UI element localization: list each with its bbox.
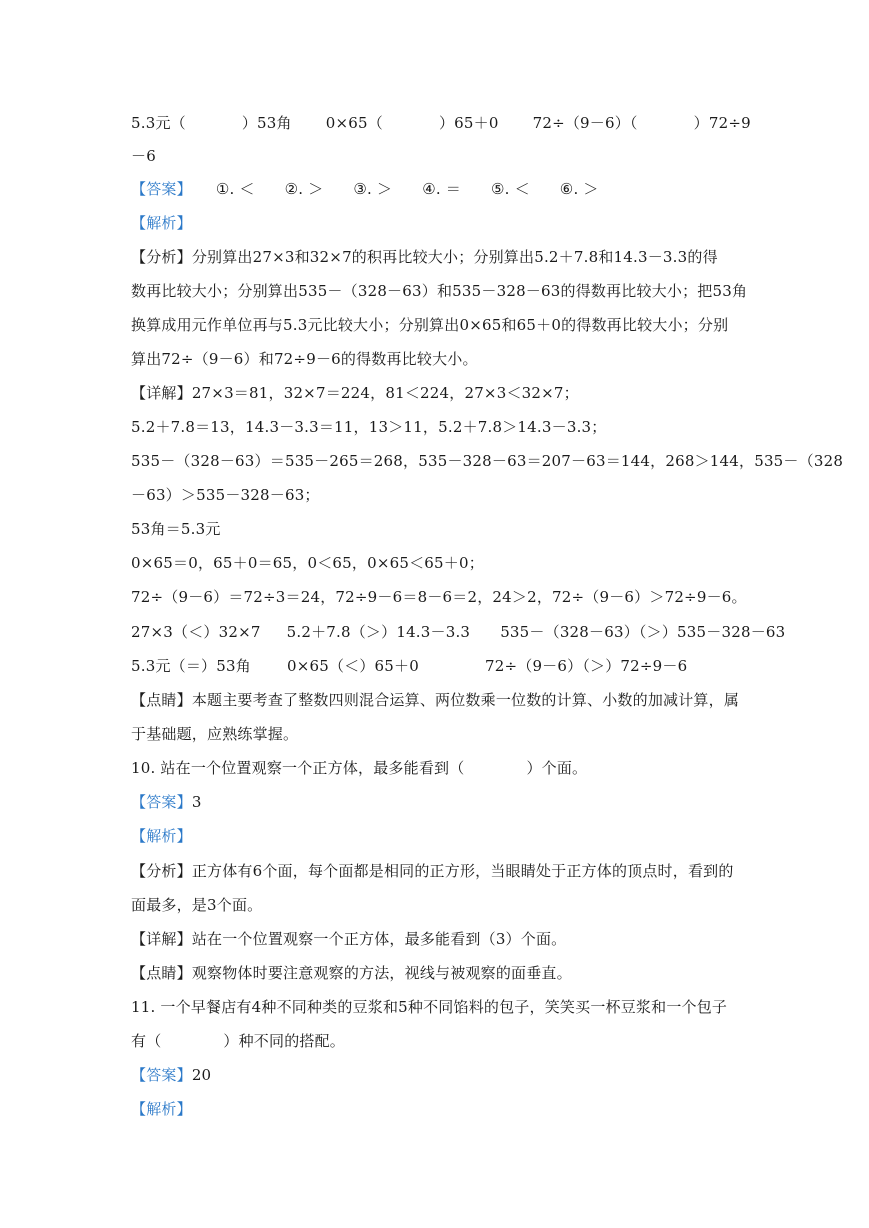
jiexi-tag: 【解析】: [131, 214, 192, 232]
q9-blank-5-prefix: 5.3元（: [131, 114, 186, 132]
q9-xiangjie-line-6: 0×65＝0，65＋0＝65，0＜65，0×65＜65＋0；: [131, 554, 484, 572]
q9-blank-6-prefix: 0×65（: [325, 114, 383, 132]
fenxi-text: 正方体有6个面，每个面都是相同的正方形，当眼睛处于正方体的顶点时，看到的: [191, 862, 734, 880]
q10-dianjing: [131, 962, 745, 984]
q9-fenxi-line-4: 算出72÷（9－6）和72÷9－6的得数再比较大小。: [131, 350, 478, 368]
q9-fenxi-line-1: [131, 246, 745, 268]
q9-blank-7-suffix: ）72÷9: [693, 114, 751, 132]
dianjing-text: 本题主要考查了整数四则混合运算、两位数乘一位数的计算、小数的加减计算，属: [191, 691, 740, 709]
q9-xiangjie-line-4: －63）＞535－328－63；: [131, 486, 320, 504]
q10-answer: 3: [191, 793, 202, 811]
summary-item: 5.2＋7.8（＞）14.3－3.3: [286, 623, 471, 641]
answer-item: ④. ＝: [422, 180, 461, 198]
q10-xiangjie: [131, 928, 745, 950]
q9-dianjing-line-2: 于基础题，应熟练掌握。: [131, 725, 299, 743]
q11-question-line-1: 11. 一个早餐店有4种不同种类的豆浆和5种不同馅料的包子，笑笑买一杯豆浆和一个包子: [131, 998, 728, 1016]
q9-summary-row-2: [131, 655, 745, 677]
q11-answer: 20: [191, 1066, 212, 1084]
answer-tag: 【答案】: [131, 180, 192, 198]
q9-answer-line: [131, 178, 745, 200]
q9-xiangjie-line-1: [131, 382, 745, 404]
answer-item: ③. ＞: [353, 180, 393, 198]
xiangjie-text: 站在一个位置观察一个正方体，最多能看到（3）个面。: [191, 930, 567, 948]
q9-fenxi-line-3: 换算成用元作单位再与5.3元比较大小；分别算出0×65和65＋0的得数再比较大小；分别: [131, 316, 729, 334]
xiangjie-text: 27×3＝81，32×7＝224，81＜224，27×3＜32×7；: [191, 384, 579, 402]
fenxi-text: 分别算出27×3和32×7的积再比较大小；分别算出5.2＋7.8和14.3－3.3的得: [191, 248, 718, 266]
answer-tag: 【答案】: [131, 1066, 192, 1084]
jiexi-tag: 【解析】: [131, 1100, 192, 1118]
q11-question-prefix: 有（: [131, 1032, 162, 1050]
dianjing-tag: 【点睛】: [131, 691, 192, 709]
answer-item: ⑥. ＞: [559, 180, 599, 198]
summary-item: 535－（328－63）（＞）535－328－63: [500, 623, 786, 641]
q9-xiangjie-line-7: 72÷（9－6）＝72÷3＝24，72÷9－6＝8－6＝2，24＞2，72÷（9－6）＞72÷9－6。: [131, 588, 747, 606]
summary-item: 27×3（＜）32×7: [131, 623, 261, 641]
answer-item: ①. ＜: [215, 180, 255, 198]
summary-item: 72÷（9－6）（＞）72÷9－6: [484, 657, 688, 675]
answer-item: ⑤. ＜: [491, 180, 530, 198]
q10-question: [131, 757, 745, 779]
answer-tag: 【答案】: [131, 793, 192, 811]
q9-blank-5-suffix: ）53角: [241, 114, 292, 132]
q10-fenxi-line-2: 面最多，是3个面。: [131, 896, 263, 914]
q10-question-suffix: ）个面。: [526, 759, 588, 777]
q9-xiangjie-line-5: 53角＝5.3元: [131, 520, 221, 538]
q9-dianjing-line-1: [131, 689, 745, 711]
answer-item: ②. ＞: [284, 180, 324, 198]
xiangjie-tag: 【详解】: [131, 384, 192, 402]
fenxi-tag: 【分析】: [131, 862, 192, 880]
xiangjie-tag: 【详解】: [131, 930, 192, 948]
q9-blank-6-suffix: ）65＋0: [438, 114, 499, 132]
q9-summary-row-1: [131, 621, 786, 643]
summary-item: 0×65（＜）65＋0: [286, 657, 419, 675]
dianjing-text: 观察物体时要注意观察的方法，视线与被观察的面垂直。: [191, 964, 572, 982]
dianjing-tag: 【点睛】: [131, 964, 192, 982]
summary-item: 5.3元（＝）53角: [131, 657, 251, 675]
jiexi-tag: 【解析】: [131, 827, 192, 845]
q9-xiangjie-line-3: 535－（328－63）＝535－265＝268，535－328－63＝207－63＝144，268＞144，535－（328: [131, 452, 844, 470]
q9-blank-7-prefix: 72÷（9－6）（: [532, 114, 638, 132]
q11-answer-line: [131, 1064, 745, 1086]
q11-question-line-2: [131, 1030, 745, 1052]
q11-question-suffix: ）种不同的搭配。: [223, 1032, 346, 1050]
q9-question-line-2: －6: [131, 147, 156, 165]
q9-xiangjie-line-2: 5.2＋7.8＝13，14.3－3.3＝11，13＞11，5.2＋7.8＞14.3－3.3；: [131, 418, 607, 436]
q9-question-line: [131, 112, 751, 134]
q10-question-prefix: 10. 站在一个位置观察一个正方体，最多能看到（: [131, 759, 465, 777]
q10-fenxi-line-1: [131, 860, 745, 882]
fenxi-tag: 【分析】: [131, 248, 192, 266]
q9-fenxi-line-2: 数再比较大小；分别算出535－（328－63）和535－328－63的得数再比较大小；把53角: [131, 282, 748, 300]
q10-answer-line: [131, 791, 745, 813]
